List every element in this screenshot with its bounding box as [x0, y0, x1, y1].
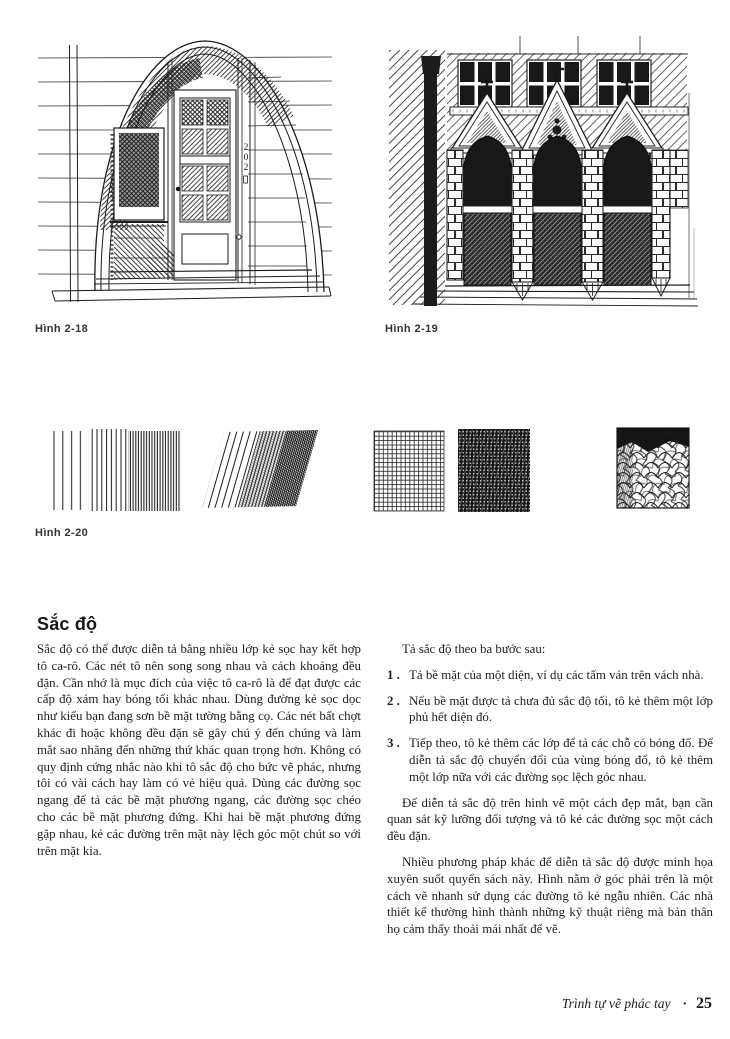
figure-2-18-arched-doorway-sketch — [38, 35, 335, 313]
section-heading: Sắc độ — [37, 613, 98, 634]
step-item-1 — [387, 667, 713, 684]
figure-2-18-caption: Hình 2-18 — [35, 323, 89, 335]
figure-2-19-gothic-entrance-sketch — [388, 26, 700, 322]
gothic-entrance-drawing — [388, 26, 700, 322]
right-column — [387, 641, 713, 947]
arched-doorway-drawing — [38, 35, 335, 313]
front-door — [168, 60, 236, 280]
sample-grid-hatch — [374, 431, 444, 511]
house-number — [244, 143, 249, 173]
svg-text:2: 2 — [243, 163, 249, 173]
sample-slanted-hatch — [202, 430, 318, 508]
deadbolt — [237, 235, 241, 239]
body-paragraph: Nhiều phương pháp khác để diễn tả sắc độ được minh họa xuyên suốt quyển sách này. Hình nằm ở góc phải trên là một cách vẽ nhanh sử dụng các đường tô kẻ ngẫu nhiên. Các nhà thiết kế thường hình thành những kỹ thuật riêng mà bản thân họ cảm thấy thoải mái nhất để vẽ. — [387, 854, 713, 937]
body-paragraph: Sắc độ có thể được diễn tả bằng nhiều lớp kẻ sọc hay kết hợp tô ca-rô. Các nét tô nên song song nhau và cách khoảng đều đặn. Cần nhớ là mục đích của việc tô ca-rô là để đạt được các cấp độ xám hay bóng tối khác nhau. Dùng đường kẻ sọc dọc như kiểu bạn đang sơn bề mặt tường bằng cọ. Các nét bất chợt khác đi hoặc không đều đặn sẽ gây chú ý đến chúng và làm mắt sao nhãng đến những thứ khác quan trọng hơn. Không có quy định cứng nhắc nào khi tô sắc độ cho bức vẽ phác, nhưng tôi có vài cách hay làm có vẻ hiệu quả. Dùng các đường sọc ngang để tả các bề mặt phương ngang, các đường sọc chéo cho các bề mặt phương đứng. Khi hai bề mặt phương đứng gặp nhau, kẻ các đường trên mặt này lệch góc một chút so với trên mặt kia. — [37, 642, 361, 858]
step-number: 3 . — [387, 736, 400, 751]
sample-dense-hatch — [458, 429, 530, 512]
sample-vertical-hatch — [46, 429, 180, 511]
entrance-doors — [463, 206, 652, 285]
step-number: 1 . — [387, 667, 400, 682]
latch-plate — [244, 176, 248, 183]
step-number: 2 . — [387, 693, 400, 708]
hatching-samples-drawing — [40, 424, 695, 518]
figure-2-20-caption: Hình 2-20 — [35, 527, 89, 539]
downspout — [424, 58, 437, 306]
sample-scribble-hatch — [617, 428, 689, 508]
right-edge-lines — [689, 93, 694, 298]
arch-tympanums — [463, 136, 652, 210]
sash-rail — [180, 156, 230, 164]
page-number: 25 — [696, 995, 712, 1012]
figure-2-19-caption: Hình 2-19 — [385, 323, 439, 335]
door-knob — [176, 187, 180, 191]
footer-separator: · — [682, 996, 687, 1011]
figure-2-20-hatching-samples — [40, 424, 695, 518]
left-column — [37, 641, 361, 868]
step-text: Tiếp theo, tô kẻ thêm các lớp để tả các chỗ có bóng đổ. Để diễn tả sắc độ chuyển đổi của vùng bóng đổ, tô kẻ thêm một lớp nữa với các đường sọc lệch góc nhau. — [409, 736, 713, 784]
page-footer — [562, 995, 712, 1013]
step-text: Nếu bề mặt được tả chưa đủ sắc độ tối, tô kẻ thêm một lớp phủ hết diện đó. — [409, 693, 713, 725]
step-text: Tả bề mặt của một diện, ví dụ các tấm ván trên vách nhà. — [409, 667, 704, 682]
corner-trim — [70, 45, 79, 302]
body-paragraph: Để diễn tả sắc độ trên hình vẽ một cách đẹp mắt, bạn cần quan sát kỹ lưỡng đối tượng và tô kẻ các đường sọc một cách đều đặn. — [387, 795, 713, 844]
step-item-2 — [387, 693, 713, 727]
steps-intro: Tả sắc độ theo ba bước sau: — [402, 642, 546, 656]
door-bottom-panel — [182, 234, 228, 264]
svg-text:0: 0 — [243, 153, 249, 163]
svg-text:2: 2 — [243, 143, 249, 153]
running-title: Trình tự vẽ phác tay — [561, 996, 671, 1011]
step-item-3 — [387, 735, 713, 785]
